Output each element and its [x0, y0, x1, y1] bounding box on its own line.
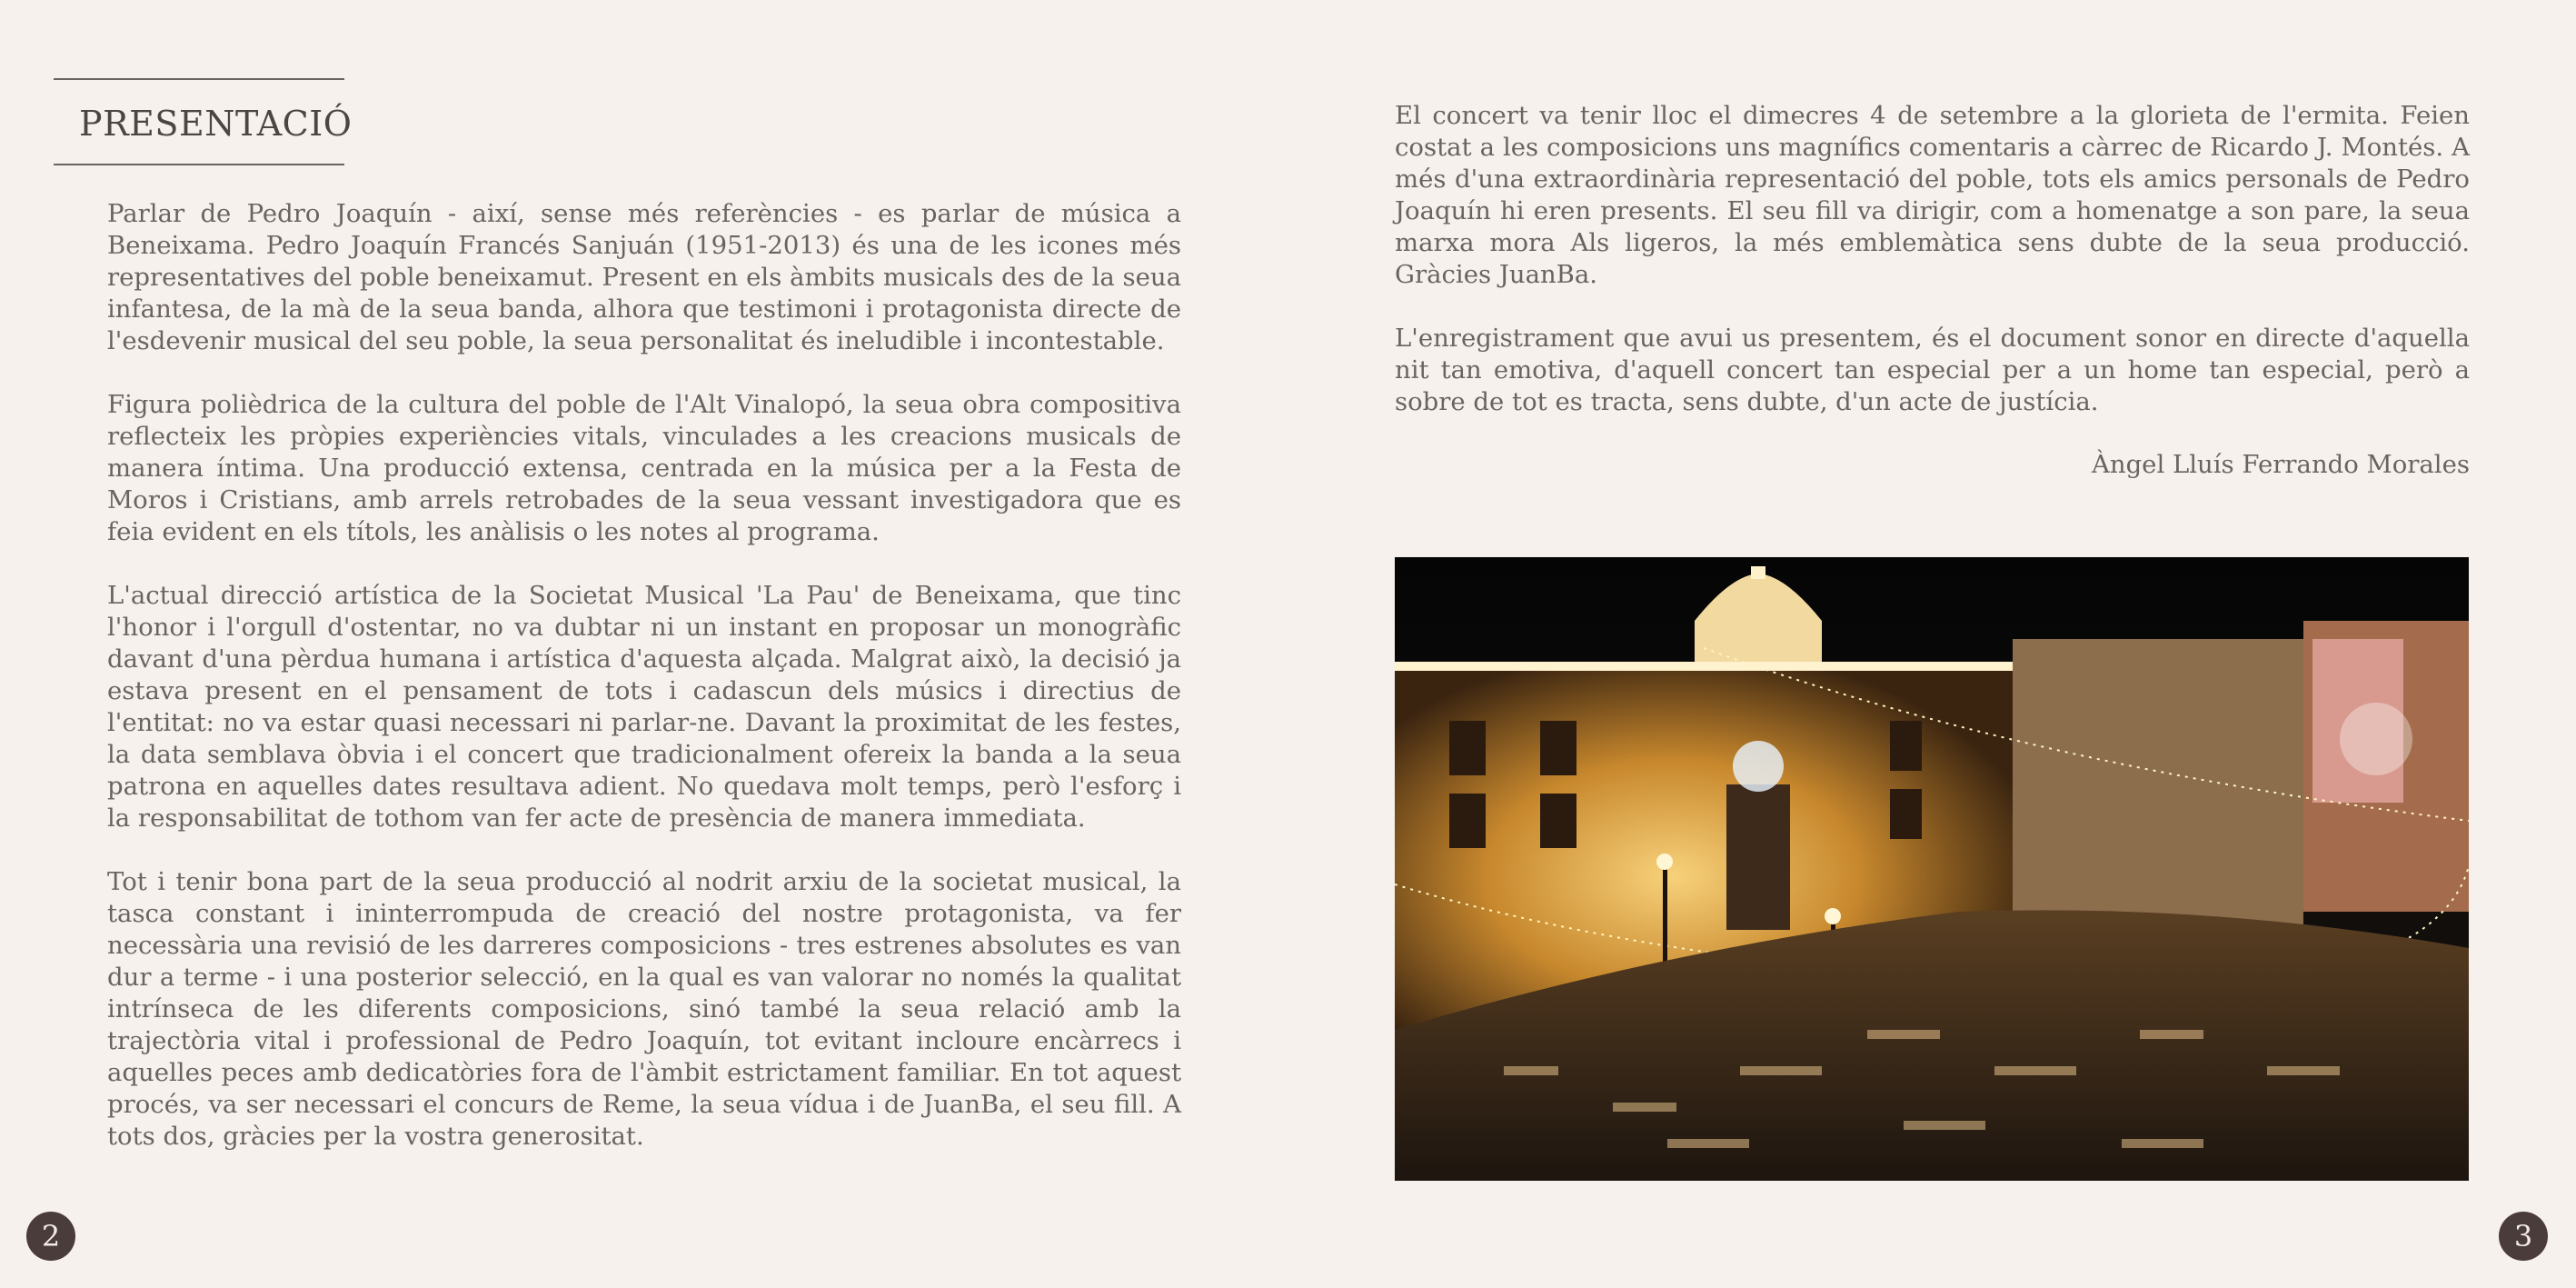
- section-title: [54, 78, 353, 165]
- right-page: [1288, 0, 2576, 1288]
- author-signature: Àngel Lluís Ferrando Morales: [2092, 450, 2470, 479]
- concert-photo: [1395, 557, 2469, 1181]
- page-number-left: 2: [26, 1212, 75, 1261]
- paragraph: Parlar de Pedro Joaquín - així, sense més referències - es parlar de música a Beneixama. Pedro Joaquín Francés Sanjuán (1951-2013) és una de les icones més representatives del poble beneixamut. Present en els àmbits musicals des de la seua infantesa, de la mà de la seua banda, alhora que testimoni i protagonista directe de l'esdevenir musical del seu poble, la seua personalitat és ineludible i incontestable.: [107, 199, 1181, 355]
- paragraph: Figura polièdrica de la cultura del poble de l'Alt Vinalopó, la seua obra compositiva reflecteix les pròpies experiències vitals, vinculades a les creacions musicals de manera íntima. Una producció extensa, centrada en la música per a la Festa de Moros i Cristians, amb arrels retrobades de la seua vessant investigadora que es feia evident en els títols, les anàlisis o les notes al programa.: [107, 390, 1181, 546]
- paragraph: L'enregistrament que avui us presentem, és el document sonor en directe d'aquella nit tan emotiva, d'aquell concert tan especial per a un home tan especial, però a sobre de tot es tracta, sens dubte, d'un acte de justícia.: [1395, 324, 2470, 416]
- page-number-right: 3: [2499, 1212, 2548, 1261]
- right-body-text: [1395, 100, 2470, 450]
- left-body-text: [107, 198, 1181, 1184]
- paragraph: L'actual direcció artística de la Societat Musical 'La Pau' de Beneixama, que tinc l'honor i l'orgull d'ostentar, no va dubtar ni un instant en proposar un monogràfic davant d'una pèrdua humana i artística d'aquesta alçada. Malgrat això, la decisió ja estava present en el pensament de tots i cadascun dels músics i directius de l'entitat: no va estar quasi necessari ni parlar-ne. Davant la proximitat de les festes, la data semblava òbvia i el concert que tradicionalment ofereix la banda a la seua patrona en aquelles dates resultava adient. No quedava molt temps, però l'esforç i la responsabilitat de tothom van fer acte de presència de manera immediata.: [107, 581, 1181, 833]
- section-title-text: PRESENTACIÓ: [79, 104, 353, 144]
- paragraph: El concert va tenir lloc el dimecres 4 de setembre a la glorieta de l'ermita. Feien costat a les composicions uns magnífics comentaris a càrrec de Ricardo J. Montés. A més d'una extraordinària representació del poble, tots els amics personals de Pedro Joaquín hi eren presents. El seu fill va dirigir, com a homenatge a son pare, la seua marxa mora Als ligeros, la més emblemàtica sens dubte de la seua producció. Gràcies JuanBa.: [1395, 101, 2470, 289]
- paragraph: Tot i tenir bona part de la seua producció al nodrit arxiu de la societat musical, la tasca constant i ininterrompuda de creació del nostre protagonista, va fer necessària una revisió de les darreres composicions - tres estrenes absolutes es van dur a terme - i una posterior selecció, en la qual es van valorar no només la qualitat intrínseca de les diferents composicions, sinó també la seua relació amb la trajectòria vital i professional de Pedro Joaquín, tot evitant incloure encàrrecs i aquelles peces amb dedicatòries fora de l'àmbit estrictament familiar. En tot aquest procés, va ser necessari el concurs de Reme, la seua vídua i de JuanBa, el seu fill. A tots dos, gràcies per la vostra generositat.: [107, 867, 1181, 1151]
